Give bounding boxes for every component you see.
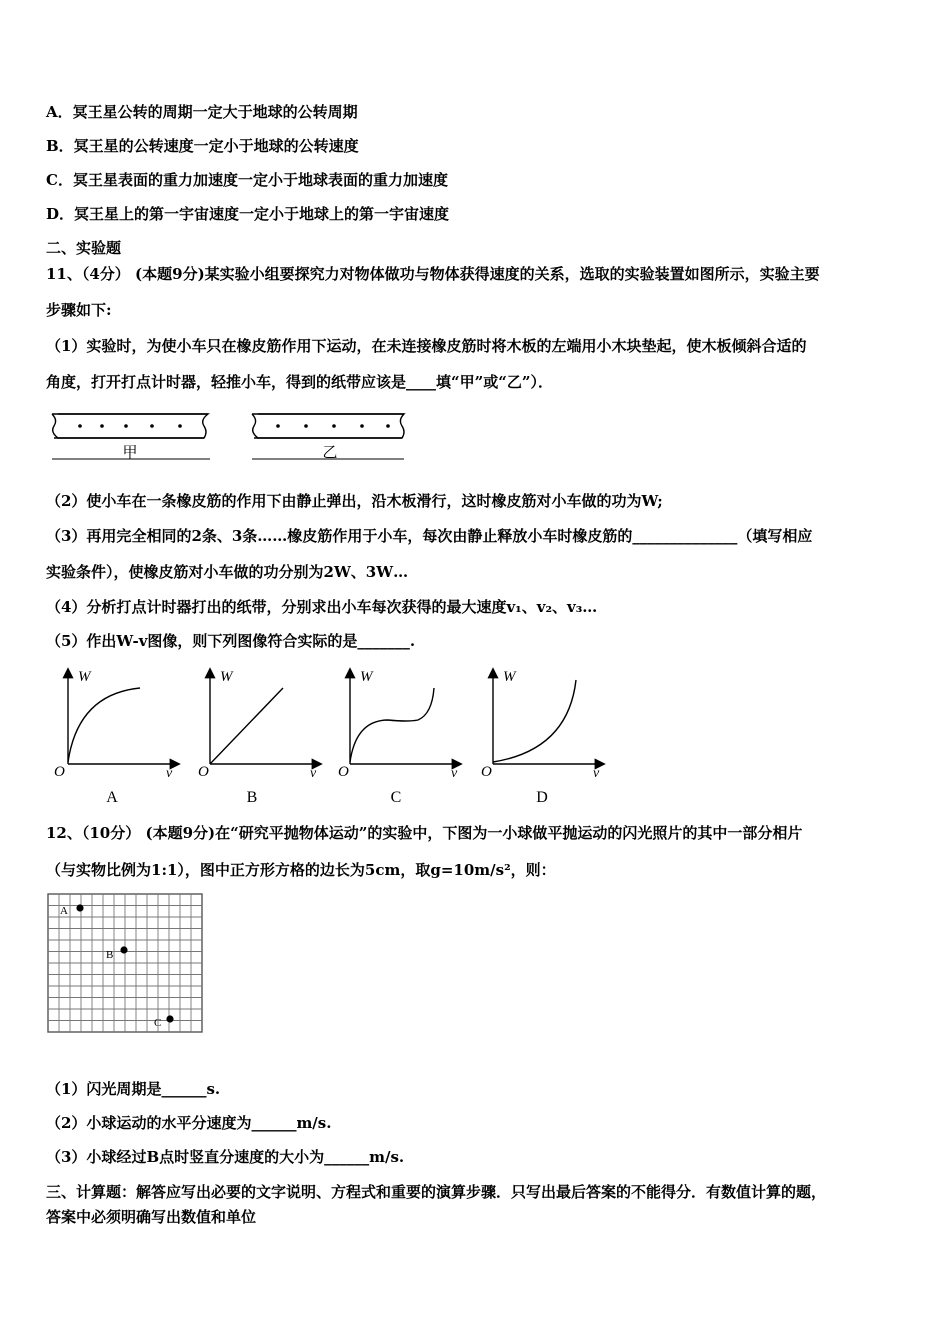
tape-jia [52, 414, 210, 461]
graph-b-y-label: W [220, 669, 233, 685]
graph-a [54, 669, 178, 806]
q11-step1-line2: 角度，打开打点计时器，轻推小车，得到的纸带应该是____填“甲”或“乙”）． [46, 373, 554, 391]
section-2-title: 二、实验题 [46, 239, 122, 257]
q12-stem-line2: （与实物比例为1:1），图中正方形方格的边长为5cm，取g=10m/s²，则： [46, 861, 556, 879]
graph-d-origin: O [481, 764, 492, 780]
tape-yi [252, 414, 404, 461]
section-3-line1: 三、计算题：解答应写出必要的文字说明、方程式和重要的演算步骤．只写出最后答案的不能得分．有数值计算的题， [46, 1183, 827, 1201]
q11-step1-line1: （1）实验时，为使小车只在橡皮筋作用下运动，在未连接橡皮筋时将木板的左端用小木块垫起，使木板倾斜合适的 [46, 337, 807, 355]
graph-c-origin: O [338, 764, 349, 780]
graph-d-name: D [536, 789, 548, 806]
tape-yi-label: 乙 [322, 445, 338, 461]
graph-d [481, 669, 603, 806]
graph-d-x-label: v [593, 766, 600, 781]
graph-a-name: A [106, 789, 118, 806]
paper-tape-figure [48, 408, 408, 464]
point-b-label: B [106, 949, 114, 961]
graph-c [338, 669, 460, 806]
graph-a-y-label: W [78, 669, 91, 685]
q11-stem-line2: 步骤如下: [46, 301, 112, 319]
option-c: C．冥王星表面的重力加速度一定小于地球表面的重力加速度 [46, 171, 448, 189]
option-b: B．冥王星的公转速度一定小于地球的公转速度 [46, 137, 359, 155]
q11-step2: （2）使小车在一条橡皮筋的作用下由静止弹出，沿木板滑行，这时橡皮筋对小车做的功为W; [46, 492, 663, 510]
graph-c-x-label: v [451, 766, 458, 781]
q12-stem-line1: 12、（10分） (本题9分)在“研究平抛物体运动”的实验中，下图为一小球做平抛运动的闪光照片的其中一部分相片 [46, 824, 803, 842]
q11-step5: （5）作出W-v图像，则下列图像符合实际的是_______. [46, 632, 416, 650]
tape-jia-label: 甲 [122, 445, 138, 461]
q12-part3: （3）小球经过B点时竖直分速度的大小为______m/s. [46, 1148, 405, 1166]
point-c-label: C [154, 1017, 162, 1029]
projectile-grid-figure [46, 892, 206, 1034]
point-c [166, 1015, 173, 1022]
q12-part2: （2）小球运动的水平分速度为______m/s. [46, 1114, 332, 1132]
q11-step4: （4）分析打点计时器打出的纸带，分别求出小车每次获得的最大速度v₁、v₂、v₃… [46, 598, 598, 616]
graph-c-name: C [390, 789, 402, 806]
graph-a-x-label: v [166, 766, 173, 781]
point-a [76, 904, 83, 911]
graph-b-x-label: v [310, 766, 317, 781]
q11-step3-line1: （3）再用完全相同的2条、3条……橡皮筋作用于小车，每次由静止释放小车时橡皮筋的______________（填写相应 [46, 527, 813, 545]
graph-b-origin: O [198, 764, 209, 780]
graph-b-name: B [246, 789, 258, 806]
q12-part1: （1）闪光周期是______s. [46, 1080, 221, 1098]
option-d: D．冥王星上的第一宇宙速度一定小于地球上的第一宇宙速度 [46, 205, 450, 223]
graph-d-y-label: W [503, 669, 516, 685]
q11-step3-line2: 实验条件），使橡皮筋对小车做的功分别为2W、3W… [46, 563, 409, 581]
point-a-label: A [60, 905, 68, 917]
option-a: A．冥王星公转的周期一定大于地球的公转周期 [46, 103, 358, 121]
section-3-line2: 答案中必须明确写出数值和单位 [46, 1208, 257, 1226]
point-b [120, 946, 127, 953]
graph-c-y-label: W [360, 669, 373, 685]
q11-stem-line1: 11、（4分） (本题9分)某实验小组要探究力对物体做功与物体获得速度的关系，选取的实验装置如图所示，实验主要 [46, 265, 820, 283]
graph-a-origin: O [54, 764, 65, 780]
graph-b [198, 669, 320, 806]
w-v-graphs [48, 664, 618, 810]
